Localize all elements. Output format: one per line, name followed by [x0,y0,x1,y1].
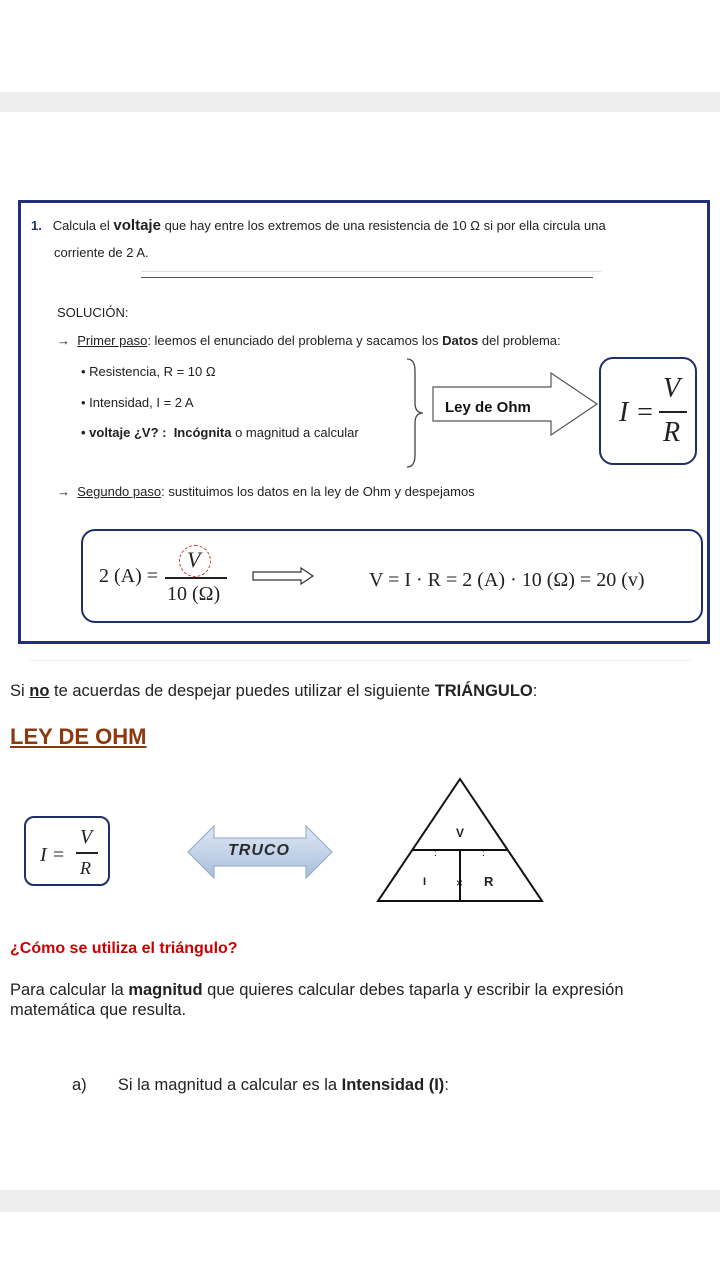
triangle-bottom-i: I [423,876,427,888]
small-formula-den: R [80,858,91,878]
triangle-top-v: V [456,826,465,840]
brace-icon [405,357,425,469]
eq-bar [165,577,227,579]
ohm-formula-box [599,357,697,465]
data-item-voltaje: • voltaje ¿V? : Incógnita o magnitud a calcular [81,425,359,440]
small-formula-num: V [80,826,93,848]
solucion-label: SOLUCIÓN: [57,305,129,320]
bottom-gap [0,1190,720,1212]
truco-label: TRUCO [228,842,290,859]
formula-bar [659,411,687,413]
data-item-resistencia: • Resistencia, R = 10 Ω [81,364,216,379]
ohm-triangle [374,776,546,904]
svg-text:×: × [456,876,464,890]
explanation-paragraph: Para calcular la magnitud que quieres calcular debes taparla y escribir la expresión matemática que resulta. [10,981,624,1019]
eq-num: V [187,547,201,572]
data-item-intensidad: • Intensidad, I = 2 A [81,395,194,410]
eq-den: 10 (Ω) [167,583,221,605]
triangle-bottom-r: R [484,874,494,889]
eq-rhs: V = I · R = 2 (A) · 10 (Ω) = 20 (v) [369,569,645,591]
eq-lhs: 2 (A) = [99,565,159,587]
small-formula-lhs: I = [40,844,66,866]
small-formula-bar [76,852,98,854]
formula-lhs: I = [619,397,655,428]
ley-de-ohm-label: Ley de Ohm [445,399,531,416]
separator [30,660,690,661]
triangle-note: Si no te acuerdas de despejar puedes utilizar el siguiente TRIÁNGULO: [10,682,538,700]
arrow-icon: → [57,333,70,348]
formula-num: V [663,373,681,404]
formula-den: R [663,417,681,448]
top-gap [0,92,720,112]
item-a: a) Si la magnitud a calcular es la Intensidad (I): [72,1076,449,1094]
small-formula-box [24,816,110,886]
arrow-icon: → [57,484,70,499]
step-2: → Segundo paso: sustituimos los datos en la ley de Ohm y despejamos [57,484,475,499]
exercise-box [18,200,710,644]
svg-text::: : [434,848,437,859]
ley-de-ohm-heading: LEY DE OHM [10,724,147,749]
equation-box [81,529,703,623]
svg-text::: : [482,848,485,859]
implies-arrow-icon [251,567,315,585]
question-heading: ¿Cómo se utiliza el triángulo? [10,940,238,957]
divider-faint [141,271,601,272]
divider [141,277,593,278]
exercise-line-2: corriente de 2 A. [54,245,149,260]
step-1: → Primer paso: leemos el enunciado del problema y sacamos los Datos del problema: [57,333,561,348]
exercise-line-1: 1. Calcula el voltaje que hay entre los extremos de una resistencia de 10 Ω si por ella circula una [31,217,606,234]
